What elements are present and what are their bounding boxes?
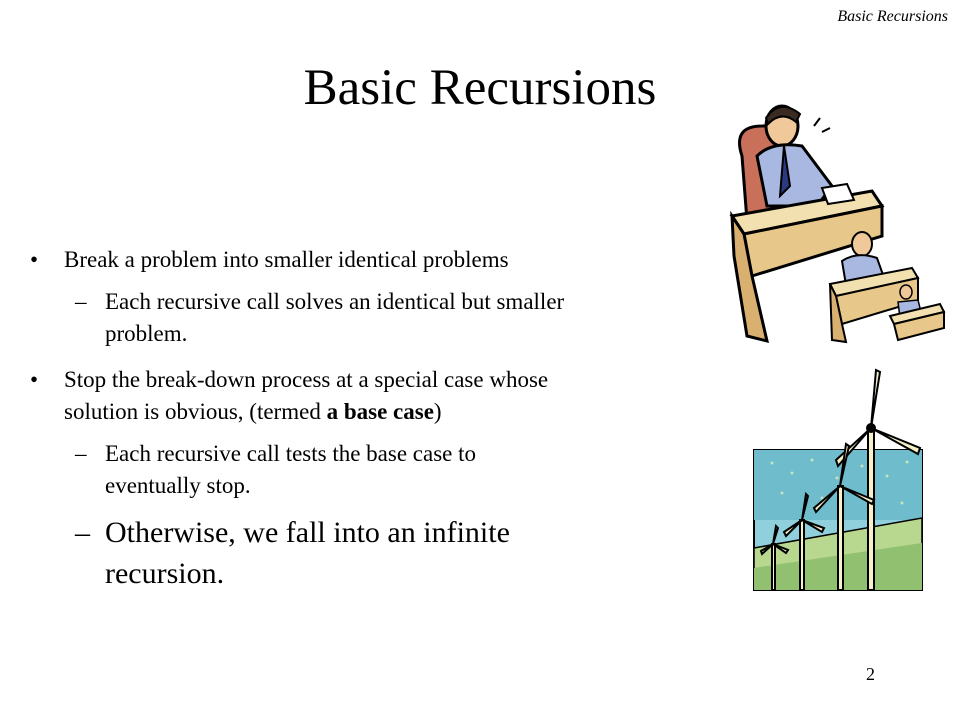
header-note: Basic Recursions — [837, 8, 948, 25]
base-case-emphasis: a base case — [326, 399, 434, 424]
sub-line-2: recursion. — [105, 557, 225, 590]
bullet-mark: • — [30, 247, 39, 272]
bullet-2 — [30, 364, 770, 428]
sub-line-1: Each recursive call tests the base case to — [105, 441, 477, 466]
dash-mark: – — [75, 441, 87, 466]
slide-title: Basic Recursions — [303, 60, 657, 116]
sub-line-1: Otherwise, we fall into an infinite — [105, 516, 510, 549]
bullet-2-line-2-start: solution is obvious, (termed — [64, 399, 327, 424]
slide-body — [30, 244, 770, 594]
page-number: 2 — [866, 664, 875, 684]
bullet-mark: • — [30, 367, 39, 392]
bullet-2-sub-2 — [30, 512, 770, 594]
dash-mark: – — [75, 516, 90, 549]
dash-mark: – — [75, 289, 87, 314]
sub-line-2: problem. — [105, 321, 188, 346]
sub-line-1: Each recursive call solves an identical but smaller — [105, 289, 565, 314]
bullet-1-text: Break a problem into smaller identical problems — [64, 247, 509, 272]
bullet-1 — [30, 244, 770, 276]
nested-desks-clipart — [722, 96, 954, 346]
bullet-1-sub-1 — [30, 286, 770, 350]
sub-line-2: eventually stop. — [105, 473, 251, 498]
bullet-2-line-1: Stop the break-down process at a special case whose — [64, 367, 549, 392]
wind-turbines-clipart — [752, 368, 924, 594]
bullet-2-line-2-end: ) — [433, 399, 442, 424]
bullet-2-sub-1 — [30, 438, 770, 502]
